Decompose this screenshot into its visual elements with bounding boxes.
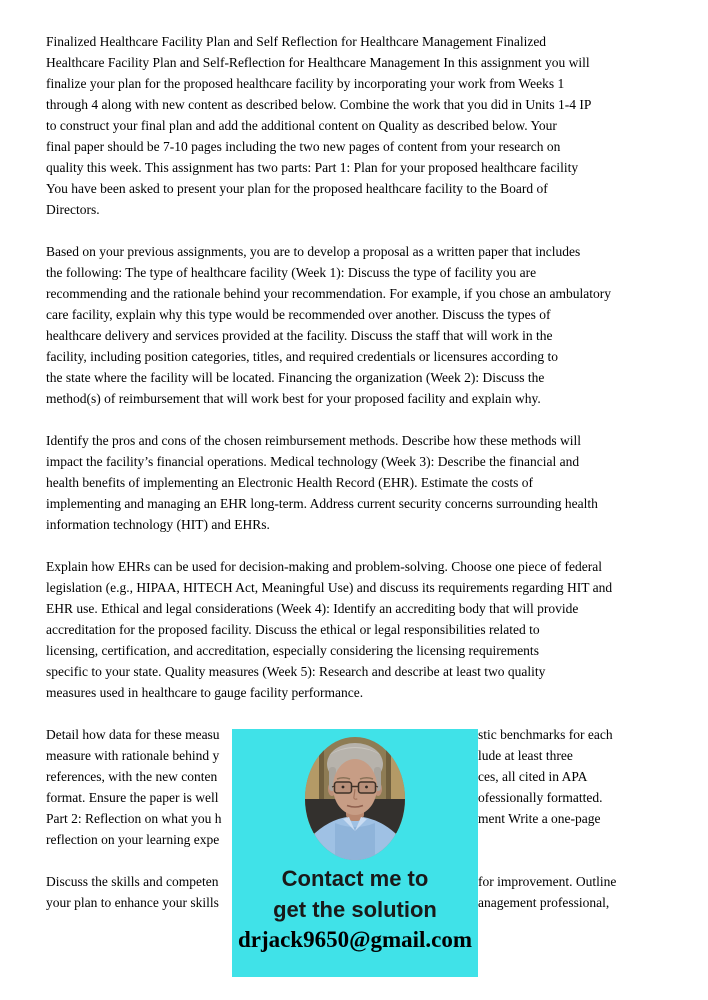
solution-ad-overlay: [232, 729, 478, 977]
text-line: Explain how EHRs can be used for decision-making and problem-solving. Choose one piece of federal: [46, 559, 602, 574]
text-line: Healthcare Facility Plan and Self-Reflection for Healthcare Management In this assignment you will: [46, 55, 590, 70]
ad-heading-line2: get the solution: [273, 897, 437, 922]
text-fragment-left: Detail how data for these measu: [46, 727, 220, 742]
text-line: quality this week. This assignment has two parts: Part 1: Plan for your proposed healthcare facility: [46, 160, 579, 175]
text-fragment-left: references, with the new conten: [46, 769, 218, 784]
text-line: You have been asked to present your plan for the proposed healthcare facility to the Board of: [46, 181, 548, 196]
text-line: to construct your final plan and add the additional content on Quality as described below. Your: [46, 118, 557, 133]
text-line: licensing, certification, and accreditation, especially considering the licensing requirements: [46, 643, 539, 658]
text-line: facility, including position categories, titles, and required credentials or licensures according to: [46, 349, 558, 364]
text-line: implementing and managing an EHR long-term. Address current security concerns surrounding health: [46, 496, 598, 511]
text-fragment-left: measure with rationale behind y: [46, 748, 220, 763]
text-fragment-left: your plan to enhance your skills: [46, 895, 219, 910]
text-fragment-left: Part 2: Reflection on what you h: [46, 811, 222, 826]
text-line: legislation (e.g., HIPAA, HITECH Act, Meaningful Use) and discuss its requirements regarding HIT and: [46, 580, 613, 595]
text-line: method(s) of reimbursement that will work best for your proposed facility and explain why.: [46, 391, 541, 406]
text-fragment-right: for improvement. Outline: [478, 874, 617, 889]
paragraph: [46, 31, 662, 220]
text-fragment-right: ofessionally formatted.: [478, 790, 603, 805]
text-fragment-left: format. Ensure the paper is well: [46, 790, 219, 805]
ad-heading-line1: Contact me to: [281, 866, 429, 891]
paragraph: [46, 241, 662, 409]
text-fragment-right: stic benchmarks for each: [478, 727, 613, 742]
tutor-portrait-photo: [305, 737, 405, 860]
paragraph: [46, 556, 662, 703]
text-line: the state where the facility will be located. Financing the organization (Week 2): Discuss the: [46, 370, 545, 385]
text-line: Finalized Healthcare Facility Plan and Self Reflection for Healthcare Management Finalized: [46, 34, 547, 49]
text-line: measures used in healthcare to gauge facility performance.: [46, 685, 364, 700]
text-line: health benefits of implementing an Electronic Health Record (EHR). Estimate the costs of: [46, 475, 533, 490]
text-line: the following: The type of healthcare facility (Week 1): Discuss the type of facility you are: [46, 265, 537, 280]
text-line: Directors.: [46, 202, 100, 217]
text-line: Identify the pros and cons of the chosen reimbursement methods. Describe how these methods will: [46, 433, 581, 448]
text-line: specific to your state. Quality measures (Week 5): Research and describe at least two quality: [46, 664, 546, 679]
contact-email: drjack9650@gmail.com: [237, 927, 473, 952]
text-line: information technology (HIT) and EHRs.: [46, 517, 270, 532]
ad-heading: [273, 863, 437, 925]
text-fragment-right: ment Write a one-page: [478, 811, 601, 826]
text-line: finalize your plan for the proposed healthcare facility by incorporating your work from Weeks 1: [46, 76, 565, 91]
text-line: recommending and the rationale behind your recommendation. For example, if you chose an ambulatory: [46, 286, 611, 301]
text-line: final paper should be 7-10 pages including the two new pages of content from your research on: [46, 139, 561, 154]
text-line: healthcare delivery and services provided at the facility. Discuss the staff that will work in the: [46, 328, 553, 343]
text-line: through 4 along with new content as described below. Combine the work that you did in Units 1-4 IP: [46, 97, 592, 112]
text-line: impact the facility’s financial operations. Medical technology (Week 3): Describe the financial and: [46, 454, 580, 469]
text-fragment-right: ces, all cited in APA: [478, 769, 588, 784]
text-fragment-left: Discuss the skills and competen: [46, 874, 219, 889]
text-fragment-right: lude at least three: [478, 748, 573, 763]
text-line: EHR use. Ethical and legal considerations (Week 4): Identify an accrediting body that will provide: [46, 601, 579, 616]
text-line: care facility, explain why this type would be recommended over another. Discuss the types of: [46, 307, 551, 322]
portrait-oval-image: [305, 737, 405, 860]
text-fragment-left: reflection on your learning expe: [46, 832, 220, 847]
text-fragment-right: anagement professional,: [478, 895, 610, 910]
text-line: accreditation for the proposed facility. Discuss the ethical or legal responsibilities related to: [46, 622, 540, 637]
text-line: Based on your previous assignments, you are to develop a proposal as a written paper that includes: [46, 244, 581, 259]
paragraph: [46, 430, 662, 535]
